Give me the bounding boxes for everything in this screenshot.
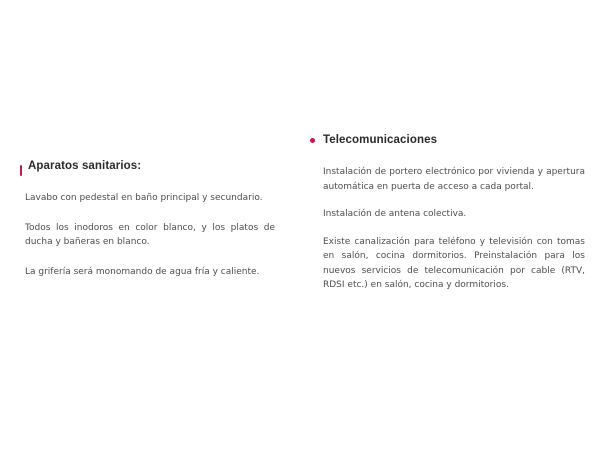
- section-heading-telecomunicaciones: [310, 134, 585, 146]
- paragraph-lavabo: Lavabo con pedestal en baño principal y secundario.: [25, 193, 263, 203]
- heading-text: Aparatos sanitarios:: [28, 160, 142, 172]
- paragraph-antena: Instalación de antena colectiva.: [323, 209, 467, 219]
- bullet-dot-icon: [310, 138, 315, 143]
- paragraph-canalizacion: Existe canalización para teléfono y televisión con tomas en salón, cocina dormitorios. Preinstalación para los nuevos servicios de telecomunicación por cable (RTV, RDSI etc.) en salón, cocina y dormitorios.: [323, 236, 585, 290]
- section-telecomunicaciones: [310, 134, 585, 306]
- paragraph-portero: Instalación de portero electrónico por vivienda y apertura automática en puerta de acceso a cada portal.: [323, 167, 585, 192]
- accent-bar-icon: [20, 165, 22, 176]
- heading-text: Telecomunicaciones: [323, 134, 438, 146]
- section-aparatos-sanitarios: [20, 160, 275, 294]
- section-heading-aparatos-sanitarios: [20, 160, 275, 172]
- paragraph-inodoros: Todos los inodoros en color blanco, y los platos de ducha y bañeras en blanco.: [25, 222, 275, 247]
- paragraph-griferia: La grifería será monomando de agua fría y caliente.: [25, 266, 260, 277]
